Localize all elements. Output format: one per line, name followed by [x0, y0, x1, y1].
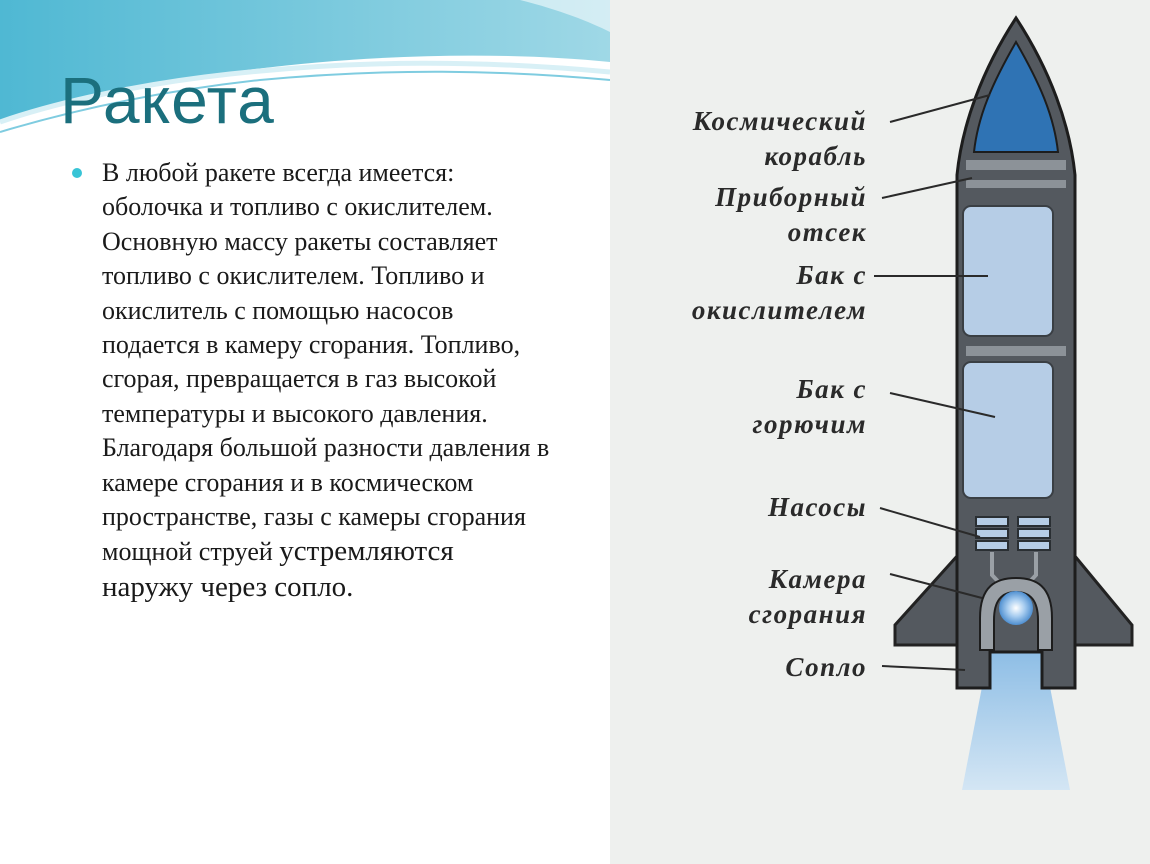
label-instrument-bay: Приборный отсек: [715, 182, 867, 247]
label-spaceship: Космический корабль: [692, 106, 867, 171]
slide-title: Ракета: [60, 63, 275, 137]
body-text-main: В любой ракете всегда имеется: оболочка и топливо с окислителем. Основную массу ракеты составляет топливо с окислителем. Топливо и окислитель с помощью насосов подается в камеру сгорания. Топливо, сгорая, превращается в газ высокой температуры и высокого давления. Благодаря большой разности давления в камере сгорания и в космическом пространстве, газы с камеры сгорания мощной струей: [102, 158, 550, 567]
label-combustion-chamber: Камера сгорания: [748, 564, 867, 629]
body-text: [102, 156, 552, 605]
right-fin: [1074, 555, 1132, 645]
bullet-icon: [72, 168, 82, 178]
fuel-tank: [963, 362, 1053, 498]
label-pumps: Насосы: [767, 492, 867, 522]
body-text-tail: устремляются наружу через сопло.: [102, 535, 454, 603]
left-fin: [895, 555, 958, 645]
oxidizer-tank: [963, 206, 1053, 336]
label-oxidizer-tank: Бак с окислителем: [691, 260, 867, 325]
rocket-drawing: [610, 0, 1150, 864]
label-nozzle: Сопло: [785, 652, 867, 682]
label-fuel-tank: Бак с горючим: [752, 374, 867, 439]
rocket-diagram: [610, 0, 1150, 864]
combustion-flame: [999, 591, 1033, 625]
